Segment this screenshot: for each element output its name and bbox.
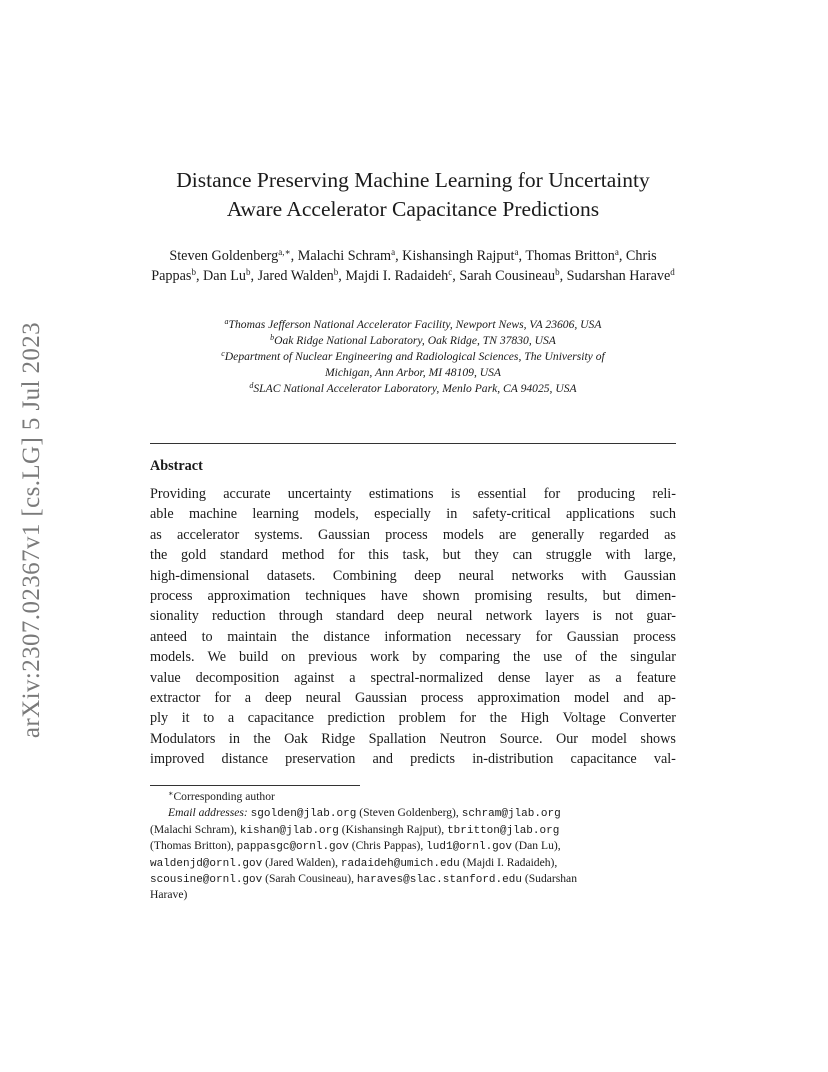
abstract-word: networks	[511, 567, 564, 584]
affiliation	[150, 333, 676, 349]
abstract-line	[150, 708, 676, 728]
email-owner: Harave)	[150, 888, 188, 902]
email-address[interactable]: radaideh@umich.edu	[340, 857, 460, 870]
abstract-word: ap-	[657, 689, 676, 706]
author-affil-mark: a,∗	[278, 247, 291, 257]
abstract-word: use	[543, 649, 563, 666]
abstract-word: a	[349, 669, 356, 686]
abstract-word: with	[605, 547, 631, 564]
abstract-word: on	[281, 649, 296, 666]
abstract-line	[150, 545, 676, 565]
abstract-word: systems.	[254, 526, 303, 543]
abstract-word: a	[244, 689, 252, 706]
author-affil-mark: b	[333, 267, 339, 277]
abstract-word: necessary	[465, 628, 522, 645]
abstract-word: the	[291, 628, 309, 645]
abstract-word: neural	[305, 689, 342, 706]
affiliation	[150, 365, 676, 381]
abstract-word: approximation	[207, 587, 291, 604]
abstract-word: for	[214, 689, 231, 706]
abstract-line	[150, 484, 676, 504]
abstract-word: but	[442, 547, 461, 564]
author-name: Sarah Cousineau	[459, 268, 556, 284]
abstract-word: feature	[636, 669, 676, 686]
abstract-word: reduction	[212, 608, 266, 625]
abstract-word: in	[446, 506, 458, 523]
abstract-word: machine	[189, 506, 238, 523]
abstract-word: dimen-	[635, 587, 676, 604]
email-owner: (Kishansingh Rajput),	[341, 822, 445, 836]
author-affil-mark: c	[448, 267, 453, 277]
email-line-3	[150, 838, 676, 854]
abstract-word: preservation	[285, 751, 356, 768]
footnote-rule	[150, 785, 360, 786]
abstract-word: models	[442, 526, 484, 543]
email-address[interactable]: sgolden@jlab.org	[250, 808, 357, 821]
abstract-word: essential	[477, 486, 527, 502]
abstract-word: they	[474, 547, 499, 564]
abstract-line	[150, 647, 676, 667]
abstract-word: techniques	[305, 587, 366, 604]
author-name: Thomas Britton	[525, 248, 615, 264]
abstract-word: this	[368, 547, 389, 564]
abstract-word: ply	[150, 710, 169, 727]
email-owner: (Sarah Cousineau),	[265, 871, 354, 885]
abstract-word: in	[228, 730, 240, 747]
author-affil-mark: a	[514, 247, 519, 257]
email-address[interactable]: pappasgc@ornl.gov	[236, 841, 349, 854]
author-name: Majdi I. Radaideh	[345, 268, 449, 284]
abstract-word: network	[485, 608, 533, 625]
abstract-word: of	[575, 649, 587, 666]
abstract-word: method	[281, 547, 325, 564]
author-name: Steven Goldenberg	[169, 248, 279, 264]
abstract-word: learning	[252, 506, 299, 523]
author-affil-mark: a	[614, 247, 619, 257]
arxiv-stamp	[12, 300, 52, 760]
abstract-word: deep	[414, 567, 442, 584]
abstract-line	[150, 688, 676, 708]
author-name: Sudarshan Harave	[566, 268, 671, 284]
abstract-word: datasets.	[266, 567, 316, 584]
affil-mark: d	[249, 381, 254, 390]
abstract-word: as	[588, 669, 601, 686]
abstract-word: uncertainty	[287, 486, 352, 502]
abstract-line	[150, 566, 676, 586]
email-owner: (Malachi Schram),	[150, 822, 237, 836]
abstract-word: high-dimensional	[150, 567, 250, 584]
abstract-word: promising	[474, 587, 533, 604]
abstract-word: estimations	[368, 486, 434, 502]
abstract-word: Neutron	[439, 730, 487, 747]
abstract-word: We	[207, 649, 227, 666]
abstract-word: the	[150, 547, 168, 564]
corresponding-author-label: Corresponding author	[173, 790, 275, 803]
abstract-word: comparing	[439, 649, 501, 666]
abstract-word: decomposition	[195, 669, 280, 686]
email-owner: (Steven Goldenberg),	[359, 806, 459, 820]
abstract-word: especially	[374, 506, 431, 523]
abstract-word: and	[623, 689, 644, 706]
abstract-word: to	[203, 710, 215, 727]
abstract-word: the	[512, 649, 531, 666]
email-line-4	[150, 855, 676, 871]
abstract-word: build	[239, 649, 269, 666]
abstract-word: Modulators	[150, 730, 216, 747]
email-owner: (Chris Pappas),	[351, 839, 424, 853]
abstract-word: Voltage	[562, 710, 606, 727]
abstract-word: against	[294, 669, 335, 686]
footnote-mark: ∗	[168, 789, 174, 798]
abstract-word: such	[649, 506, 676, 523]
abstract-word: deep	[264, 689, 292, 706]
abstract-word: through	[278, 608, 323, 625]
abstract-word: applications	[566, 506, 635, 523]
author-name: Dan Lu	[203, 268, 246, 284]
abstract-word: regarded	[599, 526, 649, 543]
abstract-line	[150, 504, 676, 524]
email-address[interactable]: kishan@jlab.org	[239, 824, 339, 837]
abstract-line	[150, 525, 676, 545]
abstract-word: large,	[644, 547, 676, 564]
affiliation	[150, 349, 676, 365]
email-line-6	[150, 887, 676, 903]
abstract-word: the	[253, 730, 271, 747]
abstract-word: value	[150, 669, 181, 686]
email-label: Email addresses:	[168, 806, 248, 820]
author-name: Malachi Schram	[297, 248, 392, 264]
abstract-word: it	[181, 710, 190, 727]
abstract-word: shown	[422, 587, 460, 604]
email-owner: (Sudarshan	[524, 871, 578, 885]
author-affil-mark: d	[670, 267, 675, 277]
email-owner: (Majdi I. Radaideh),	[462, 855, 558, 869]
email-address[interactable]: lud1@ornl.gov	[426, 841, 512, 854]
abstract-word: are	[498, 526, 517, 543]
affil-text: Oak Ridge National Laboratory, Oak Ridge, TN 37830, USA	[274, 334, 556, 347]
affil-mark: c	[221, 349, 225, 358]
abstract-word: process	[420, 689, 464, 706]
abstract-word: a	[227, 710, 235, 727]
abstract-word: process	[385, 526, 428, 543]
paper-title	[150, 166, 676, 224]
abstract-word: deep	[397, 608, 425, 625]
email-line-1	[150, 805, 676, 821]
abstract-word: distance	[221, 751, 269, 768]
abstract-word: can	[512, 547, 533, 564]
abstract-word: Gaussian	[354, 689, 407, 706]
abstract-word: models.	[150, 649, 195, 666]
abstract-word: predicts	[410, 751, 456, 768]
abstract-word: for	[543, 486, 561, 502]
abstract-word: extractor	[150, 689, 201, 706]
affiliation-list	[150, 317, 676, 397]
abstract-word: is	[450, 486, 461, 502]
abstract-word: is	[592, 608, 602, 625]
affil-text: Michigan, Ann Arbor, MI 48109, USA	[324, 366, 502, 379]
abstract-word: distance	[323, 628, 370, 645]
abstract-line	[150, 606, 676, 626]
abstract-word: safety-critical	[472, 506, 551, 523]
email-address[interactable]: schram@jlab.org	[461, 808, 561, 821]
abstract-word: High	[520, 710, 549, 727]
author-name: Chris Pappas	[151, 248, 657, 284]
abstract-word: sionality	[150, 608, 199, 625]
abstract-word: struggle	[545, 547, 592, 564]
abstract-word: for	[338, 547, 355, 564]
abstract-word: capacitance	[247, 710, 314, 727]
abstract-word: process	[633, 628, 676, 645]
abstract-word: maintain	[227, 628, 277, 645]
abstract-word: anteed	[150, 628, 188, 645]
abstract-word: previous	[308, 649, 358, 666]
abstract-word: improved	[150, 751, 205, 768]
abstract-word: gold	[181, 547, 207, 564]
abstract-word: model	[573, 689, 610, 706]
corresponding-author-note	[150, 789, 676, 805]
arxiv-identifier: arXiv:2307.02367v1 [cs.LG] 5 Jul 2023	[18, 321, 45, 739]
abstract-word: results,	[547, 587, 588, 604]
email-line-2	[150, 822, 676, 838]
author-list	[150, 246, 676, 286]
abstract-word: Ridge	[321, 730, 356, 747]
affil-text: SLAC National Accelerator Laboratory, Menlo Park, CA 94025, USA	[253, 382, 577, 395]
abstract-word: accelerator	[176, 526, 240, 543]
abstract-word: task,	[402, 547, 429, 564]
abstract-word: Gaussian	[317, 526, 370, 543]
title-line-1: Distance Preserving Machine Learning for Uncertainty	[176, 168, 650, 192]
abstract-word: the	[599, 649, 618, 666]
abstract-word: problem	[398, 710, 446, 727]
author-affil-mark: b	[191, 267, 196, 277]
abstract-word: the	[489, 710, 507, 727]
affiliation	[150, 317, 676, 333]
abstract-word: guar-	[646, 608, 676, 625]
abstract-word: spectral-normalized	[370, 669, 484, 686]
abstract-word: process	[150, 587, 193, 604]
email-address[interactable]: haraves@slac.stanford.edu	[356, 873, 522, 886]
abstract-word: able	[150, 506, 174, 523]
email-owner: (Jared Walden),	[265, 855, 339, 869]
abstract-word: information	[384, 628, 452, 645]
abstract-word: for	[459, 710, 477, 727]
abstract-word: model	[591, 730, 627, 747]
abstract-word: producing	[577, 486, 636, 502]
abstract-word: singular	[630, 649, 676, 666]
abstract-word: approximation	[477, 689, 561, 706]
affil-mark: b	[270, 333, 275, 342]
abstract-word: val-	[653, 751, 676, 768]
abstract-word: Our	[555, 730, 579, 747]
abstract-word: Source.	[499, 730, 543, 747]
email-line-5	[150, 871, 676, 887]
abstract-word: neural	[437, 608, 473, 625]
title-line-2: Aware Accelerator Capacitance Predictions	[226, 197, 600, 221]
abstract-word: layers	[545, 608, 580, 625]
abstract-word: not	[615, 608, 634, 625]
abstract-line	[150, 749, 676, 769]
abstract-line	[150, 586, 676, 606]
abstract-word: reli-	[652, 486, 676, 502]
abstract-word: generally	[531, 526, 585, 543]
abstract-word: Providing	[150, 486, 206, 502]
email-address[interactable]: waldenjd@ornl.gov	[150, 857, 263, 870]
abstract-word: Spallation	[368, 730, 427, 747]
abstract-word: accurate	[223, 486, 271, 502]
abstract-word: dense	[498, 669, 531, 686]
abstract-word: but	[602, 587, 621, 604]
affil-text: Thomas Jefferson National Accelerator Facility, Newport News, VA 23606, USA	[228, 318, 602, 331]
author-affil-mark: b	[245, 267, 251, 277]
author-line-1: Steven Goldenberg$^{a,∗}$, Malachi Schram$^a$, Kishansingh Rajput$^a$, Thomas Britton$^a$, Chris Pappas$^b$, Dan Lu$^b$, Jared Walden$^b$, Majdi I. Radaideh$^c$, Sarah Cousineau$^b$, Sudarshan Harave$^d$	[151, 247, 675, 284]
abstract-word: neural	[458, 567, 495, 584]
abstract-word: shows	[640, 730, 676, 747]
abstract-line	[150, 627, 676, 647]
abstract-word: in-distribution	[472, 751, 554, 768]
abstract-line	[150, 668, 676, 688]
author-affil-mark: a	[391, 247, 396, 257]
abstract-word: Converter	[619, 710, 676, 727]
email-address[interactable]: scousine@ornl.gov	[150, 873, 263, 886]
abstract-word: work	[370, 649, 400, 666]
abstract-word: layer	[545, 669, 574, 686]
abstract-word: with	[581, 567, 607, 584]
abstract-line	[150, 729, 676, 749]
abstract-word: a	[615, 669, 622, 686]
abstract-body	[150, 484, 676, 769]
author-affil-mark: b	[555, 267, 560, 277]
abstract-word: models,	[314, 506, 359, 523]
abstract-word: capacitance	[570, 751, 637, 768]
abstract-word: have	[380, 587, 408, 604]
abstract-word: for	[535, 628, 553, 645]
footnotes	[150, 789, 676, 904]
affil-text: Department of Nuclear Engineering and Radiological Sciences, The University of	[224, 350, 605, 363]
abstract-word: standard	[219, 547, 269, 564]
abstract-heading: Abstract	[150, 458, 203, 474]
abstract-top-rule	[150, 443, 676, 444]
abstract-word: Gaussian	[566, 628, 619, 645]
abstract-word: to	[201, 628, 213, 645]
abstract-word: prediction	[327, 710, 386, 727]
email-address[interactable]: tbritton@jlab.org	[447, 824, 560, 837]
author-name: Kishansingh Rajput	[402, 248, 515, 264]
affiliation	[150, 381, 676, 397]
abstract-word: and	[372, 751, 393, 768]
abstract-word: Combining	[332, 567, 397, 584]
affil-mark: a	[224, 317, 229, 326]
abstract-word: as	[664, 526, 676, 543]
abstract-word: as	[150, 526, 162, 543]
abstract-word: standard	[336, 608, 385, 625]
abstract-word: Oak	[284, 730, 308, 747]
abstract-word: by	[412, 649, 427, 666]
author-name: Jared Walden	[257, 268, 334, 284]
email-owner: (Dan Lu),	[514, 839, 561, 853]
abstract-word: Gaussian	[623, 567, 676, 584]
email-owner: (Thomas Britton),	[150, 839, 234, 853]
